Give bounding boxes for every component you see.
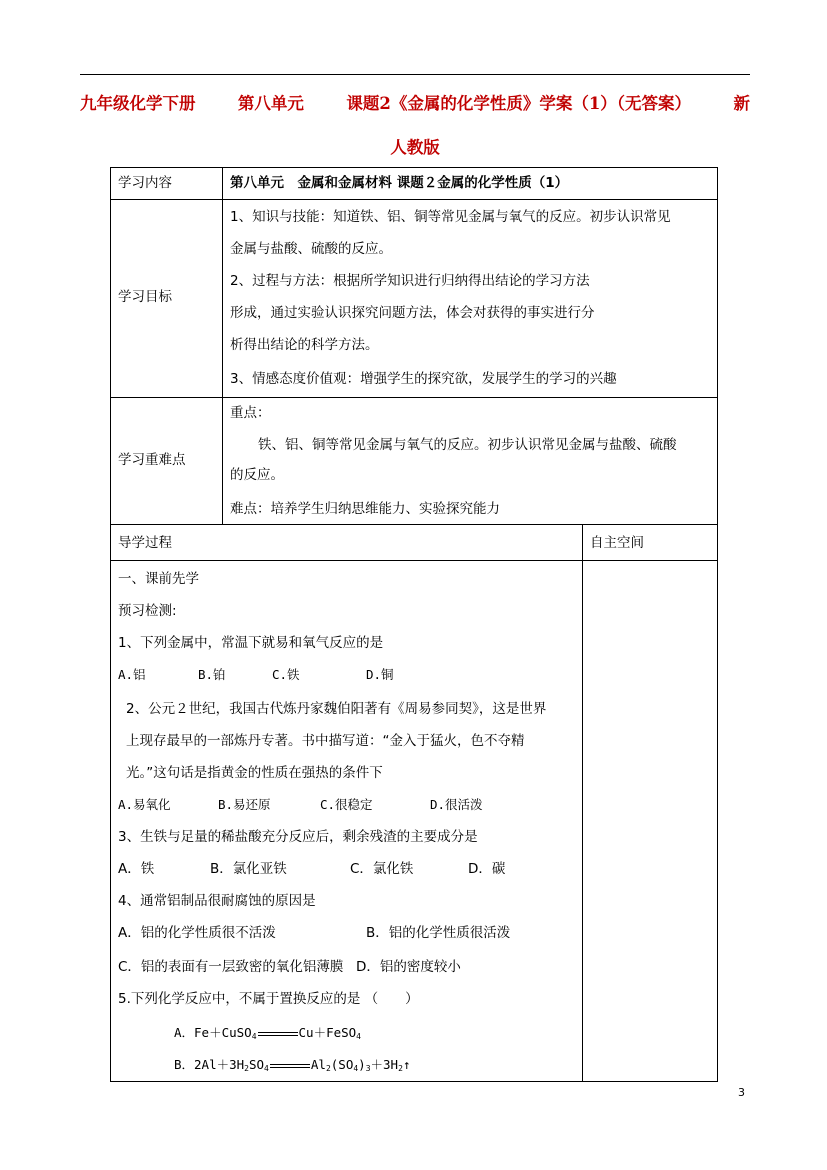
q3-option: D．碳: [468, 861, 506, 877]
label-study-content: 学习内容: [118, 175, 172, 191]
goal-line: 3、情感态度价值观：增强学生的探究欲，发展学生的学习的兴趣: [230, 371, 617, 387]
q2-option: B.易还原: [218, 797, 271, 812]
q3-option: C．氯化铁: [350, 861, 414, 877]
q1-option: B.铂: [198, 667, 226, 682]
q5-option-b: B．$2Al+3H_2SO_4$ $Al_2(SO_4)_3+3H_2↑$: [174, 1057, 411, 1073]
question-2-line: 2、公元２世纪，我国古代炼丹家魏伯阳著有《周易参同契》，这是世界: [126, 701, 547, 717]
q2-option: C.很稳定: [320, 797, 373, 812]
goal-line: 析得出结论的科学方法。: [230, 337, 379, 353]
study-content-value: 第八单元 金属和金属材料 课题２金属的化学性质（1）: [230, 175, 569, 191]
page-number: 3: [738, 1086, 745, 1099]
document-title-line2: 人教版: [390, 138, 440, 157]
title-part-1: 九年级化学下册: [80, 94, 196, 113]
q2-option: D.很活泼: [430, 797, 483, 812]
key-point-line: 铁、铝、铜等常见金属与氧气的反应。初步认识常见金属与盐酸、硫酸: [258, 437, 677, 453]
equation-equals: [270, 1064, 310, 1068]
goal-line: 2、过程与方法：根据所学知识进行归纳得出结论的学习方法: [230, 273, 590, 289]
label-self-space: 自主空间: [590, 535, 644, 551]
q3-option: A．铁: [118, 861, 155, 877]
subsection-heading: 预习检测:: [118, 603, 177, 619]
equation-equals: [258, 1032, 298, 1036]
difficulty-line: 难点：培养学生归纳思维能力、实验探究能力: [230, 501, 500, 517]
gas-arrow-icon: ↑: [402, 1057, 411, 1072]
label-key-difficulties: 学习重难点: [118, 452, 186, 468]
q4-option: D．铝的密度较小: [356, 959, 461, 975]
q3-option: B．氯化亚铁: [210, 861, 287, 877]
question-4: 4、通常铝制品很耐腐蚀的原因是: [118, 893, 316, 909]
goal-line: 金属与盐酸、硫酸的反应。: [230, 241, 392, 257]
question-5: 5.下列化学反应中，不属于置换反应的是 （ ）: [118, 991, 419, 1007]
section-heading: 一、课前先学: [118, 571, 199, 587]
q4-option: A．铝的化学性质很不活泼: [118, 925, 276, 941]
question-2-line: 光。”这句话是指黄金的性质在强热的条件下: [126, 765, 383, 781]
document-title-line1: [80, 90, 750, 114]
question-3: 3、生铁与足量的稀盐酸充分反应后，剩余残渣的主要成分是: [118, 829, 478, 845]
goal-line: 1、知识与技能：知道铁、铝、铜等常见金属与氧气的反应。初步认识常见: [230, 209, 671, 225]
goal-line: 形成，通过实验认识探究问题方法，体会对获得的事实进行分: [230, 305, 595, 321]
header-rule: [80, 74, 750, 75]
question-1: 1、下列金属中，常温下就易和氧气反应的是: [118, 635, 384, 651]
key-point-line: 重点：: [230, 405, 271, 421]
q1-option: A.铝: [118, 667, 146, 682]
question-2-line: 上现存最早的一部炼丹专著。书中描写道：“金入于猛火，色不夺精: [126, 733, 525, 749]
q1-option: C.铁: [272, 667, 300, 682]
q4-option: B．铝的化学性质很活泼: [366, 925, 511, 941]
q2-option: A.易氧化: [118, 797, 171, 812]
title-part-3: 课题2《金属的化学性质》学案（1）（无答案）: [346, 94, 692, 113]
label-study-goals: 学习目标: [118, 289, 172, 305]
q1-option: D.铜: [366, 667, 394, 682]
title-part-4: 新: [733, 94, 750, 113]
q4-option: C．铝的表面有一层致密的氧化铝薄膜: [118, 959, 344, 975]
title-part-2: 第八单元: [237, 94, 304, 113]
label-guided-process: 导学过程: [118, 535, 172, 551]
key-point-line: 的反应。: [230, 467, 284, 483]
q5-option-a: A．Fe＋CuSO$_4$ Cu＋FeSO$_4$: [174, 1025, 361, 1041]
